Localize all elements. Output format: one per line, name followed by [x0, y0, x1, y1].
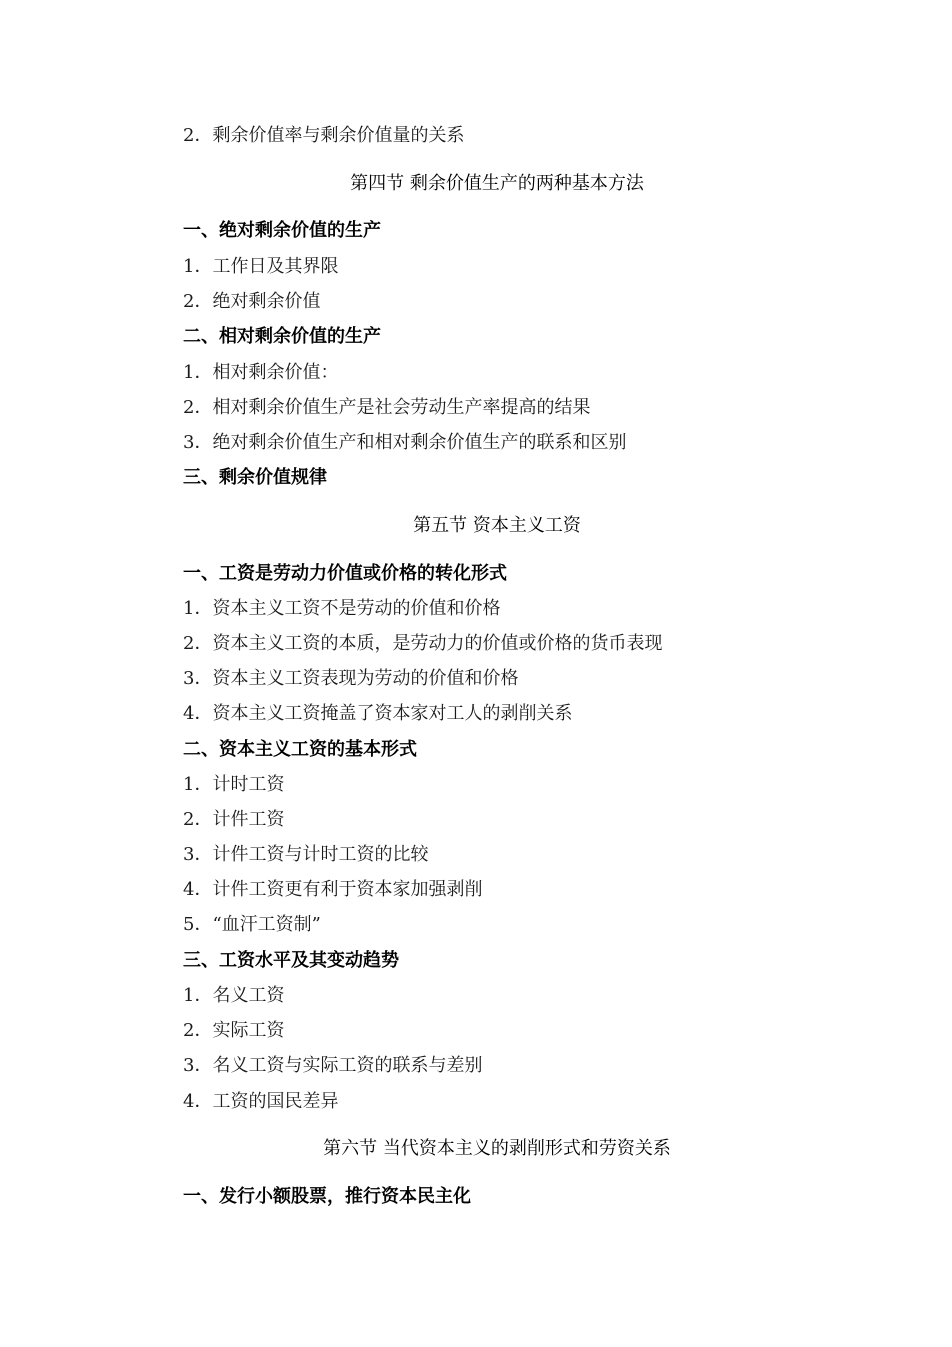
list-item: 2．实际工资: [183, 1020, 285, 1041]
list-item: 4．计件工资更有利于资本家加强剥削: [183, 879, 483, 900]
subheading: 二、资本主义工资的基本形式: [183, 739, 417, 760]
section-title: 第四节 剩余价值生产的两种基本方法: [350, 173, 644, 194]
subheading: 一、发行小额股票，推行资本民主化: [183, 1186, 471, 1207]
subheading: 二、相对剩余价值的生产: [183, 326, 381, 347]
list-item: 2．相对剩余价值生产是社会劳动生产率提高的结果: [183, 397, 591, 418]
list-item: 1．计时工资: [183, 774, 285, 795]
list-item: 1．资本主义工资不是劳动的价值和价格: [183, 598, 501, 619]
list-item: 3．资本主义工资表现为劳动的价值和价格: [183, 668, 519, 689]
list-item: 4．工资的国民差异: [183, 1091, 339, 1112]
list-item: 5．“血汗工资制”: [183, 914, 321, 935]
list-item: 2．资本主义工资的本质，是劳动力的价值或价格的货币表现: [183, 633, 663, 654]
list-item: 2．绝对剩余价值: [183, 291, 321, 312]
list-item: 2．剩余价值率与剩余价值量的关系: [183, 125, 465, 146]
subheading: 三、工资水平及其变动趋势: [183, 950, 399, 971]
list-item: 3．名义工资与实际工资的联系与差别: [183, 1055, 483, 1076]
list-item: 1．相对剩余价值：: [183, 362, 339, 383]
list-item: 1．名义工资: [183, 985, 285, 1006]
section-title: 第六节 当代资本主义的剥削形式和劳资关系: [323, 1138, 671, 1159]
list-item: 1．工作日及其界限: [183, 256, 339, 277]
list-item: 3．绝对剩余价值生产和相对剩余价值生产的联系和区别: [183, 432, 627, 453]
list-item: 3．计件工资与计时工资的比较: [183, 844, 429, 865]
subheading: 三、剩余价值规律: [183, 467, 327, 488]
subheading: 一、工资是劳动力价值或价格的转化形式: [183, 563, 507, 584]
subheading: 一、绝对剩余价值的生产: [183, 220, 381, 241]
list-item: 2．计件工资: [183, 809, 285, 830]
section-title: 第五节 资本主义工资: [413, 515, 581, 536]
list-item: 4．资本主义工资掩盖了资本家对工人的剥削关系: [183, 703, 573, 724]
